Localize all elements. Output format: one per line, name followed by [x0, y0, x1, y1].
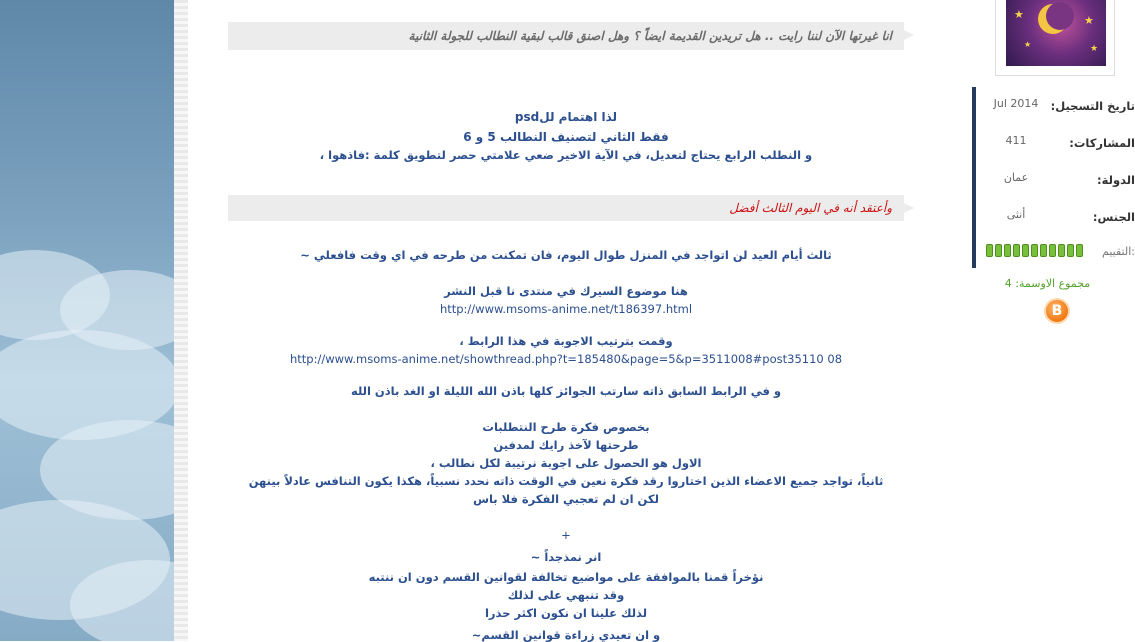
avatar[interactable]	[1006, 0, 1106, 66]
reply-block	[228, 240, 904, 400]
medals-count: مجموع الاوسمة: 4	[1004, 277, 1091, 290]
star-icon: ★	[1014, 8, 1024, 21]
reply-line: لكن ان لم تعجبي الفكرة فلا باس	[473, 492, 659, 506]
star-icon: ★	[1084, 14, 1094, 27]
reputation-pip	[1031, 244, 1038, 257]
post-border	[174, 0, 189, 641]
reputation-pip	[986, 244, 993, 257]
country-row	[972, 161, 1135, 199]
reputation-pip	[1040, 244, 1047, 257]
quote-text: انا غيرتها الآن لننا رايت .. هل تريدين القديمة ايضاً ؟ وهل اصنق قالب لبقية النطالب للجولة الثانية	[408, 29, 892, 43]
reply-line: لذلك علينا ان نكون اكثر حذرا	[484, 606, 648, 620]
reply-line: +	[561, 528, 571, 542]
posts-value: 411	[1005, 134, 1027, 147]
join-date-row	[972, 87, 1135, 125]
reputation-pip	[995, 244, 1002, 257]
reputation-label: التقييم:	[1102, 245, 1135, 258]
reply-line: الاول هو الحصول على اجوبة نرتيبة لكل نطالب ،	[430, 456, 702, 470]
reply-line: و ان تعيدي زراءة قوانين القسم~	[471, 628, 661, 642]
moon-shadow	[1046, 2, 1074, 30]
country-label: الدولة:	[1097, 173, 1135, 187]
reply-line: و في الرابط السابق ذاته سارتب الجوائز كلها باذن الله الليلة او الغد باذن الله	[350, 384, 782, 398]
posts-label: المشاركات:	[1069, 136, 1135, 150]
join-date-value: Jul 2014	[993, 97, 1039, 110]
reply-line: طرحتها لآخذ رايك لمدفين	[493, 438, 639, 452]
reputation-row	[972, 236, 1135, 268]
reply-line: و النطلب الرابع يحتاج لتعديل، في الآية الاخير ضعي علامتي حصر لتطويق كلمة :فاذهوا ،	[319, 148, 813, 162]
reputation-pip	[1076, 244, 1083, 257]
reputation-pip	[1004, 244, 1011, 257]
reply-line: ثانياً، تواجد جميع الاعضاء الذين اختاروا رقد فكرة نعين في الوقت ذاته نحدد نسبياً، هكذا يكون التنافس عادلاً بينهن	[248, 474, 884, 488]
reply-line: نؤخراً قمنا بالموافقة على مواضيع تخالفة لقوانين القسم دون ان ننتبه	[368, 570, 764, 584]
quote-box	[228, 195, 904, 221]
post-body	[188, 0, 960, 641]
background-sky-panel	[0, 0, 178, 641]
reply-line: انر نمذجداً ~	[530, 550, 602, 564]
reputation-pip	[1067, 244, 1074, 257]
country-value: عمان	[1003, 171, 1029, 184]
star-icon: ★	[1024, 40, 1032, 49]
quote-text: وأعتقد أنه في اليوم الثالث أفضل	[729, 201, 892, 215]
reputation-pip	[1013, 244, 1020, 257]
answers-link[interactable]: http://www.msoms-anime.net/showthread.php?t=185480&page=5&p=3511008#post35110 08	[289, 352, 843, 366]
reply-block	[228, 108, 904, 178]
reply-line: هنا موضوع السيرك في منتدى نا قبل النشر	[444, 284, 688, 298]
blogger-icon[interactable]: B	[1044, 298, 1070, 324]
join-date-label: تاريخ التسجيل:	[1050, 99, 1135, 113]
reply-line: ثالث أيام العيد لن اتواجد في المنزل طوال اليوم، فان تمكنت من طرحه في اي وقت فافعلي ~	[300, 248, 832, 262]
posts-row	[972, 124, 1135, 162]
gender-label: الجنس:	[1092, 210, 1135, 224]
user-info-sidebar	[960, 0, 1135, 641]
reply-line: فقط الثاني لتصنيف النطالب 5 و 6	[463, 130, 669, 144]
quote-box	[228, 22, 904, 50]
reputation-pip	[1049, 244, 1056, 257]
gender-row	[972, 198, 1135, 236]
gender-value: أنثى	[1006, 208, 1026, 221]
reply-line: وقمت بترتيب الاجوبة في هذا الرابط ،	[459, 334, 673, 348]
reply-line: لذا اهتمام للpsd	[514, 110, 618, 124]
reputation-pip	[1022, 244, 1029, 257]
star-icon: ★	[1090, 44, 1099, 54]
reply-line: بخصوص فكرة طرح النتطلبات	[482, 420, 650, 434]
topic-link[interactable]: http://www.msoms-anime.net/t186397.html	[439, 302, 693, 316]
avatar-frame	[995, 0, 1115, 76]
reply-block	[228, 526, 904, 641]
reputation-bar[interactable]	[986, 244, 1083, 257]
reply-line: وقد تنبهي على لذلك	[507, 588, 625, 602]
reputation-pip	[1058, 244, 1065, 257]
reply-block	[228, 418, 904, 518]
